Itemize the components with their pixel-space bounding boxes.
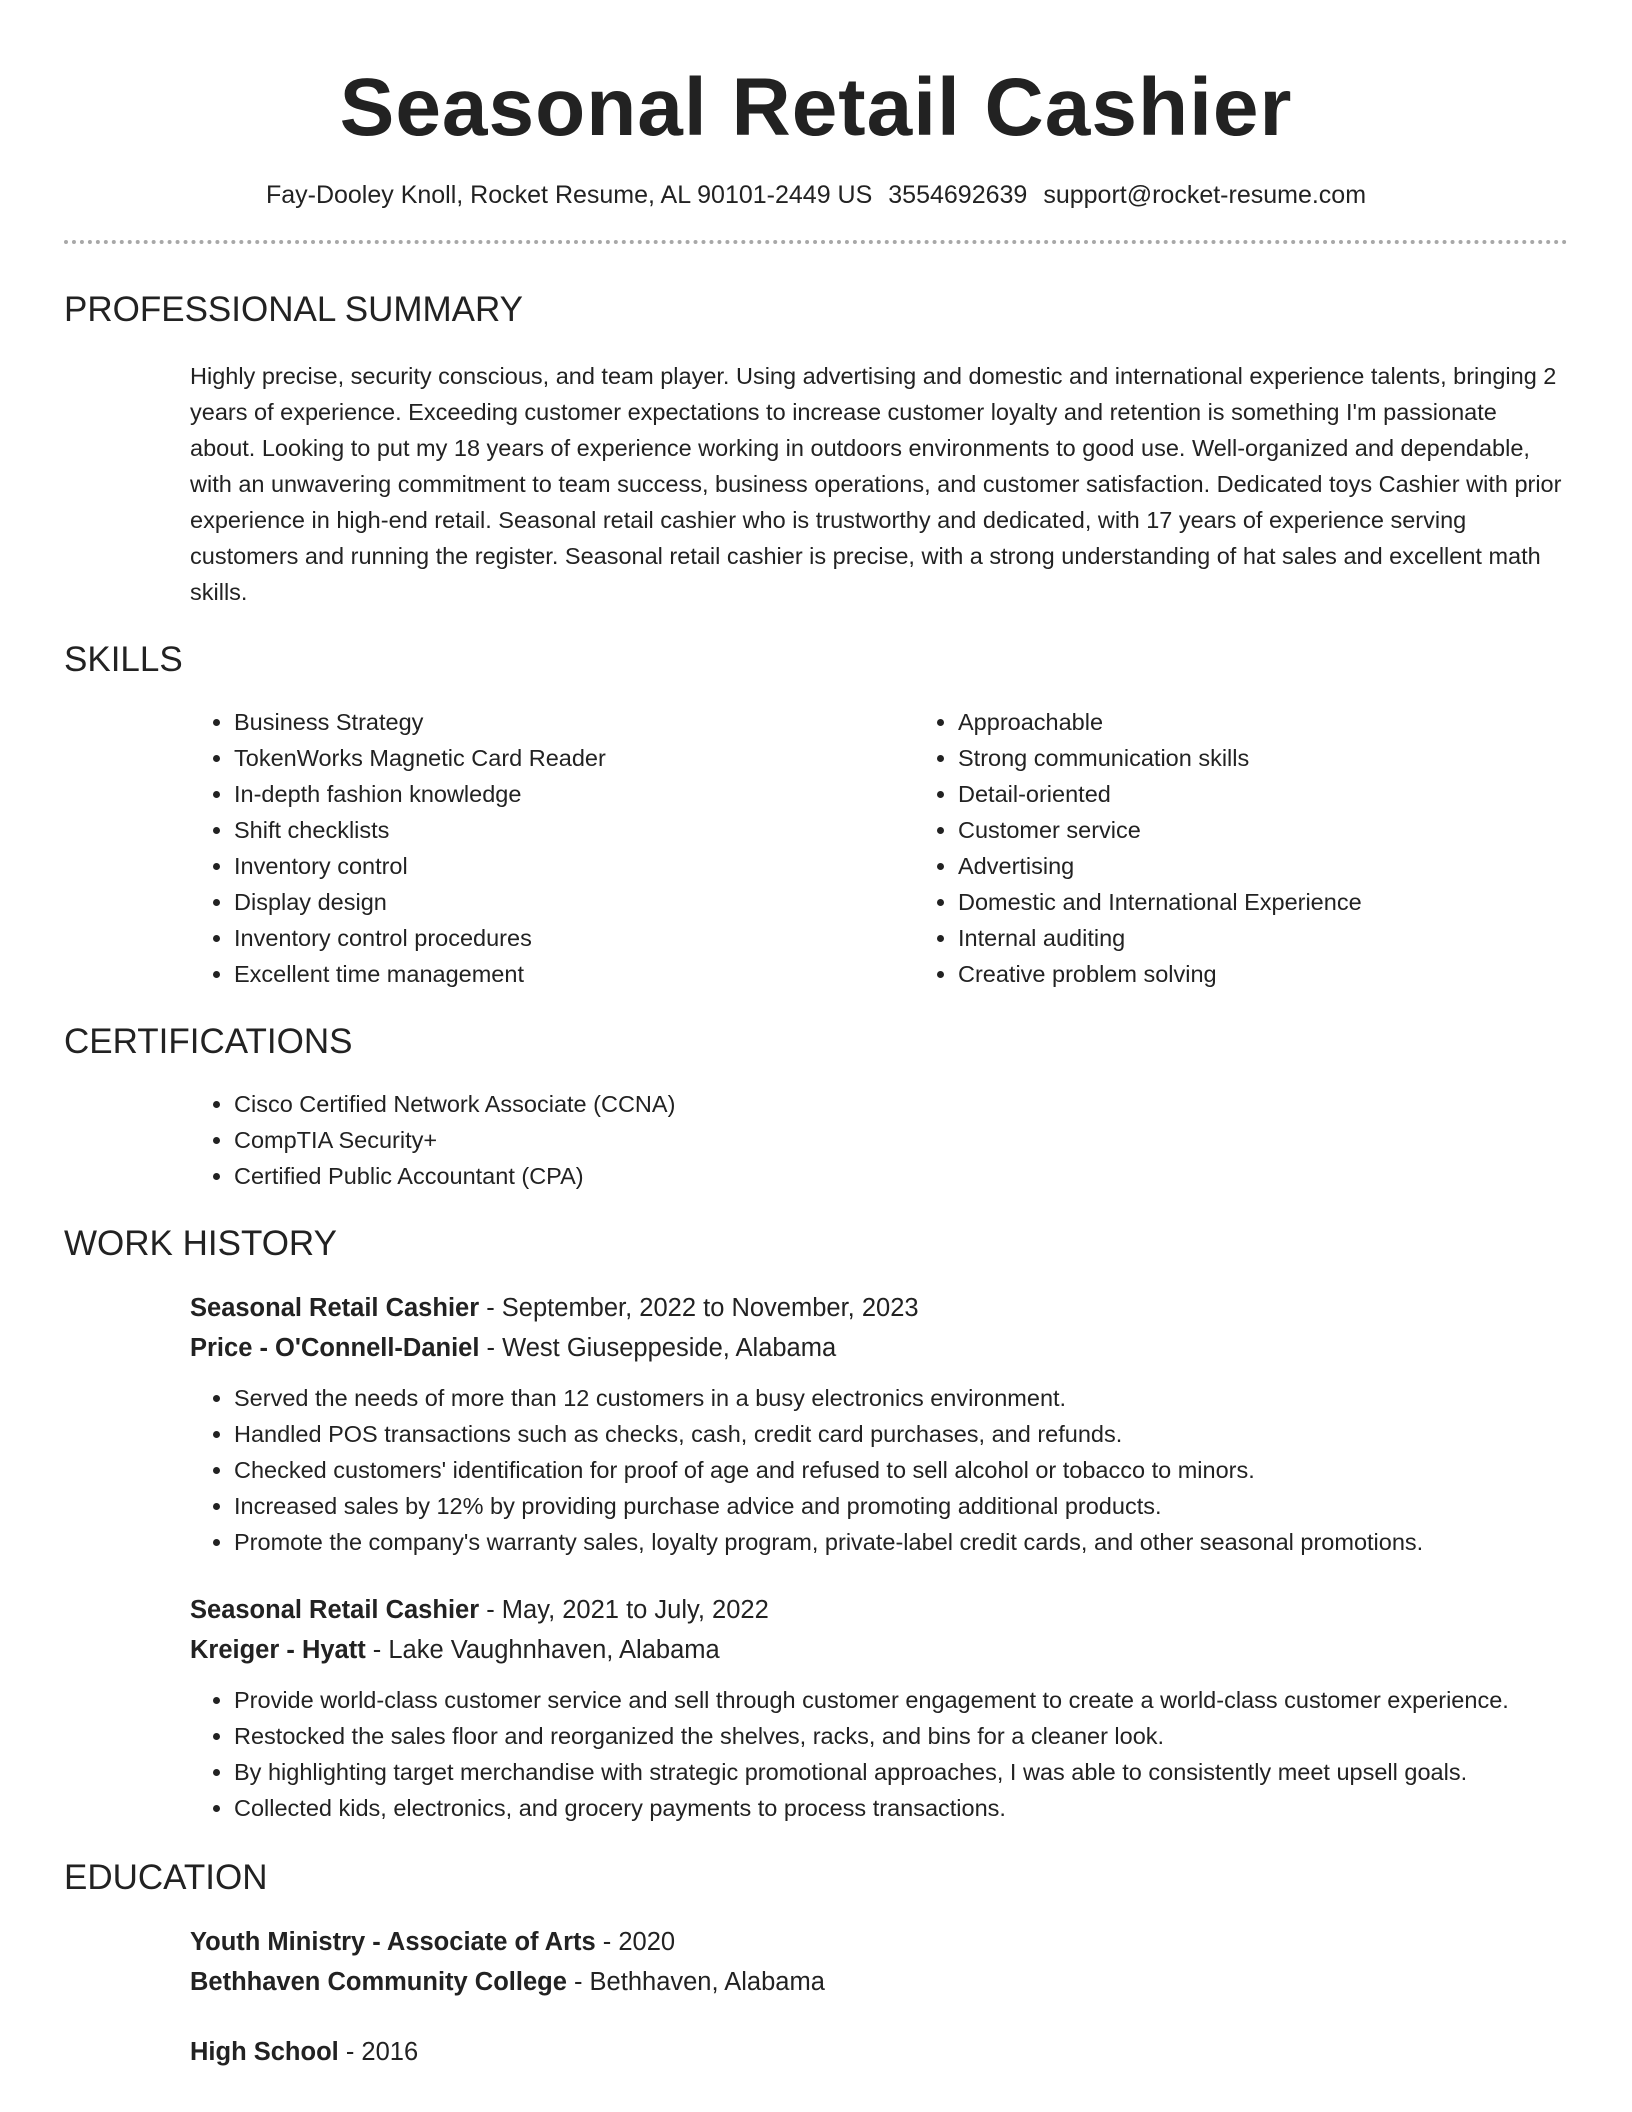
- certifications-section: [64, 1020, 1568, 1194]
- certifications-title: CERTIFICATIONS: [64, 1022, 353, 1061]
- contact-line: [64, 178, 1568, 212]
- skills-right-list: [914, 704, 1568, 992]
- certification-item: • Certified Public Accountant (CPA): [234, 1158, 1568, 1194]
- job-role: Seasonal Retail Cashier: [190, 1596, 480, 1624]
- education-degree: High School: [190, 2038, 339, 2066]
- education-school-line: [190, 1962, 1568, 2002]
- skills-section: [64, 638, 1568, 992]
- contact-phone: 3554692639: [888, 181, 1028, 209]
- contact-email: support@rocket-resume.com: [1043, 181, 1367, 209]
- header-divider: [64, 240, 1568, 244]
- job-bullets: [190, 1380, 1568, 1560]
- job-location: - West Giuseppeside, Alabama: [479, 1334, 837, 1362]
- education-entry: [64, 1922, 1568, 2002]
- contact-address: Fay-Dooley Knoll, Rocket Resume, AL 90101-2449 US: [265, 181, 873, 209]
- job-location: - Lake Vaughnhaven, Alabama: [365, 1636, 720, 1664]
- job-bullet: • Served the needs of more than 12 customers in a busy electronics environment.: [234, 1380, 1568, 1416]
- certifications-wrap: [64, 1086, 1568, 1194]
- job-company-line: [190, 1630, 1568, 1670]
- job-dates: - May, 2021 to July, 2022: [479, 1596, 769, 1624]
- skill-item: • Domestic and International Experience: [958, 884, 1568, 920]
- skill-item: • Inventory control: [234, 848, 914, 884]
- job-company: Kreiger - Hyatt: [190, 1636, 366, 1664]
- education-location: - Bethhaven, Alabama: [566, 1968, 825, 1996]
- summary-section: [64, 288, 1568, 610]
- summary-text: Highly precise, security conscious, and team player. Using advertising and domestic and international experience talents, bringing 2 years of experience. Exceeding customer expectations to increase customer loyalty and retention is something I'm passionate about. Looking to put my 18 years of experience working in outdoors environments to good use. Well-organized and dependable, with an unwavering commitment to team success, business operations, and customer satisfaction. Dedicated toys Cashier with prior experience in high-end retail. Seasonal retail cashier who is trustworthy and dedicated, with 17 years of experience serving customers and running the register. Seasonal retail cashier is precise, with a strong understanding of hat sales and excellent math skills.: [190, 363, 1562, 605]
- skill-item: • Detail-oriented: [958, 776, 1568, 812]
- job-company: Price - O'Connell-Daniel: [190, 1334, 480, 1362]
- job-bullet: • Restocked the sales floor and reorganized the shelves, racks, and bins for a cleaner look.: [234, 1718, 1568, 1754]
- education-title: EDUCATION: [64, 1858, 268, 1897]
- education-degree-line: [190, 1922, 1568, 1962]
- skills-grid: [64, 704, 1568, 992]
- skill-item: • Advertising: [958, 848, 1568, 884]
- job-entry: [64, 1590, 1568, 1826]
- skill-item: • Strong communication skills: [958, 740, 1568, 776]
- job-entry: [64, 1288, 1568, 1560]
- education-year: - 2020: [595, 1928, 676, 1956]
- summary-title: PROFESSIONAL SUMMARY: [64, 290, 523, 329]
- education-section: [64, 1856, 1568, 2072]
- skill-item: • Creative problem solving: [958, 956, 1568, 992]
- skill-item: • Business Strategy: [234, 704, 914, 740]
- job-bullet: • Handled POS transactions such as checks, cash, credit card purchases, and refunds.: [234, 1416, 1568, 1452]
- skill-item: • Excellent time management: [234, 956, 914, 992]
- skill-item: • Approachable: [958, 704, 1568, 740]
- job-bullet: • By highlighting target merchandise with strategic promotional approaches, I was able to consistently meet upsell goals.: [234, 1754, 1568, 1790]
- skills-left-list: [190, 704, 914, 992]
- certifications-list: [190, 1086, 1568, 1194]
- resume-name: Seasonal Retail Cashier: [339, 62, 1293, 153]
- skill-item: • Inventory control procedures: [234, 920, 914, 956]
- education-degree-line: [190, 2032, 1568, 2072]
- job-bullet: • Checked customers' identification for proof of age and refused to sell alcohol or tobacco to minors.: [234, 1452, 1568, 1488]
- job-bullet: • Increased sales by 12% by providing purchase advice and promoting additional products.: [234, 1488, 1568, 1524]
- education-school: Bethhaven Community College: [190, 1968, 567, 1996]
- skill-item: • Customer service: [958, 812, 1568, 848]
- job-bullet: • Collected kids, electronics, and grocery payments to process transactions.: [234, 1790, 1568, 1826]
- job-role: Seasonal Retail Cashier: [190, 1294, 480, 1322]
- work-title: WORK HISTORY: [64, 1224, 337, 1263]
- skill-item: • TokenWorks Magnetic Card Reader: [234, 740, 914, 776]
- skill-item: • Shift checklists: [234, 812, 914, 848]
- certification-item: • CompTIA Security+: [234, 1122, 1568, 1158]
- skill-item: • In-depth fashion knowledge: [234, 776, 914, 812]
- skill-item: • Display design: [234, 884, 914, 920]
- job-role-line: [190, 1590, 1568, 1630]
- education-entry: [64, 2032, 1568, 2072]
- skills-title: SKILLS: [64, 640, 183, 679]
- skill-item: • Internal auditing: [958, 920, 1568, 956]
- job-bullet: • Provide world-class customer service and sell through customer engagement to create a world-class customer experience.: [234, 1682, 1568, 1718]
- certification-item: • Cisco Certified Network Associate (CCNA): [234, 1086, 1568, 1122]
- education-degree: Youth Ministry - Associate of Arts: [190, 1928, 596, 1956]
- education-year: - 2016: [338, 2038, 419, 2066]
- job-company-line: [190, 1328, 1568, 1368]
- job-dates: - September, 2022 to November, 2023: [479, 1294, 919, 1322]
- job-role-line: [190, 1288, 1568, 1328]
- work-section: [64, 1222, 1568, 1826]
- job-bullet: • Promote the company's warranty sales, loyalty program, private-label credit cards, and other seasonal promotions.: [234, 1524, 1568, 1560]
- job-bullets: [190, 1682, 1568, 1826]
